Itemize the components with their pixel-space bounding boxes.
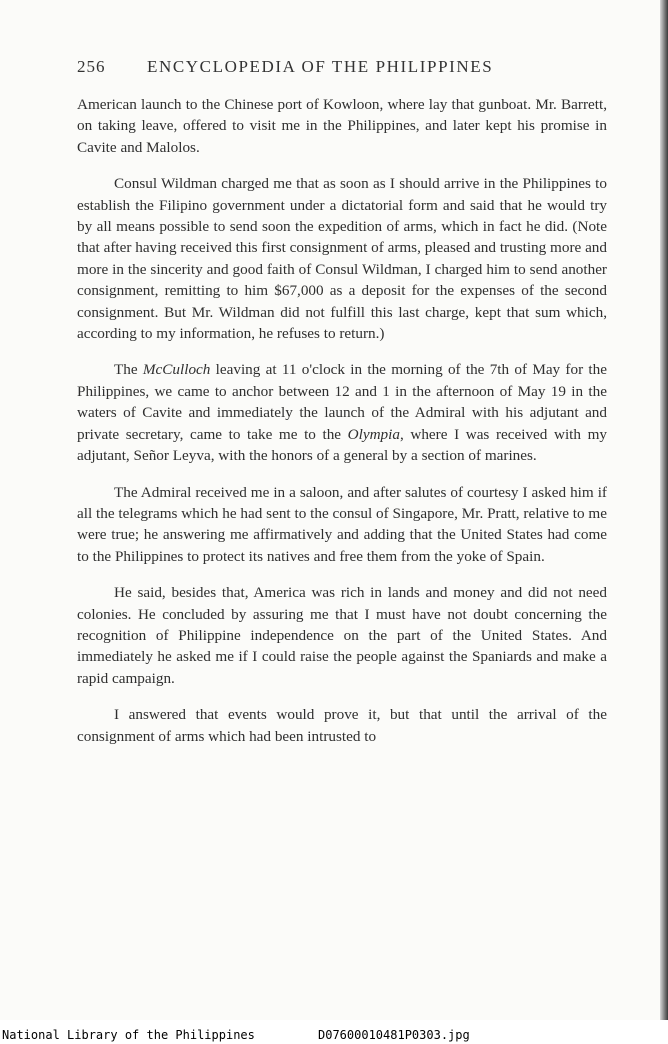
page-number: 256 [77,57,106,76]
ship-name-italic: Olympia [347,425,400,443]
paragraph: Consul Wildman charged me that as soon as I should arrive in the Philippines to establish the Filipino government under a dictatorial form and said that he would try by all means possible to send soon the expedition of arms, which in fact he did. (Note that after having received this first consignment of arms, pleased and trusting more and more in the sincerity and good faith of Consul Wildman, I charged him to send another consignment, remitting to him $67,000 as a deposit for the expenses of the second consignment. But Mr. Wildman did not fulfill this last charge, kept that sum which, according to my information, he refuses to return.) [77,175,607,343]
paragraph: He said, besides that, America was rich in lands and money and did not need colonies. He concluded by assuring me that I must have not doubt concerning the recognition of Philippine independence on the part of the United States. And immediately he asked me if I could raise the people against the Spaniards and make a rapid campaign. [77,584,607,687]
file-name-caption: D07600010481P0303.jpg [318,1028,470,1042]
running-title: ENCYCLOPEDIA OF THE PHILIPPINES [147,57,494,76]
body-text [77,94,607,762]
scan-footer [0,1027,668,1044]
paragraph: The Admiral received me in a saloon, and after salutes of courtesy I asked him if all the telegrams which he had sent to the consul of Singapore, Mr. Pratt, relative to me were true; he answering me affirmatively and adding that the United States had come to the Philippines to protect its natives and free them from the yoke of Spain. [77,483,607,565]
library-caption: National Library of the Philippines [2,1028,255,1042]
paragraph [77,359,607,466]
paragraph-text: , where I was received with my adjutant, Señor Leyva, with the honors of a general by a section of marines. [77,425,607,465]
page-edge-shadow [660,0,668,1020]
ship-name-italic: McCulloch [142,361,211,379]
paragraph-text: The [114,361,143,379]
paragraph: I answered that events would prove it, but that until the arrival of the consignment of arms which had been intrusted to [77,706,607,745]
paragraph-text: leaving at 11 o'clock in the morning of the 7th of May for the Philippines, we came to anchor between 12 and 1 in the afternoon of May 19 in the waters of Cavite and immediately the launch of the Admiral with his adjutant and private secretary, came to take me to the [77,361,607,443]
paragraph: American launch to the Chinese port of Kowloon, where lay that gunboat. Mr. Barrett, on taking leave, offered to visit me in the Philippines, and later kept his promise in Cavite and Malolos. [77,96,607,156]
page-header [77,57,597,83]
